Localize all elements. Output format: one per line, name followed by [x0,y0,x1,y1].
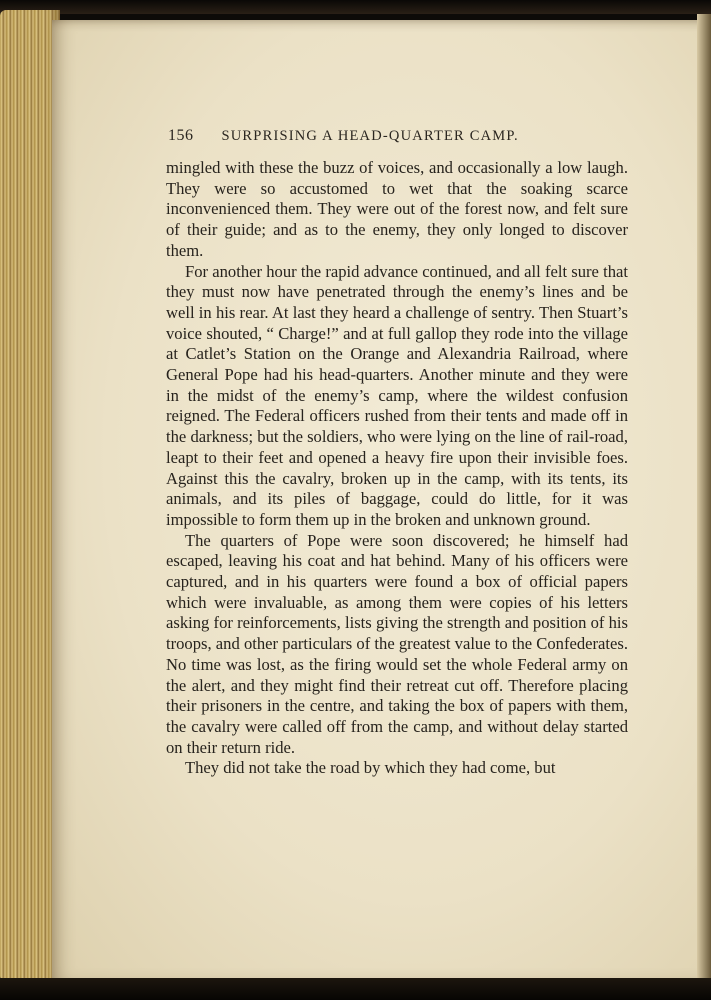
stacked-page-edges [0,10,60,982]
running-head [168,127,628,145]
scan-bottom-border [0,978,711,1000]
paragraph-3: The quarters of Pope were soon discovered; he himself had escaped, leaving his coat and hat behind. Many of his officers were captured, and in his quarters were found a box of official papers which were invaluable, as among them were copies of his letters asking for reinforcements, lists giving the strength and position of his troops, and other particulars of the greatest value to the Confederates. No time was lost, as the firing would set the whole Federal army on the alert, and they might find their retreat cut off. Therefore placing their prisoners in the centre, and taking the box of papers with them, the cavalry were called off from the camp, and without delay started on their return ride. [166,530,628,757]
scan-top-border [0,0,711,14]
body-text [166,158,628,779]
paragraph-4: They did not take the road by which they had come, but [185,758,556,778]
page-right-edge [697,14,711,980]
paragraph-2: For another hour the rapid advance continued, and all felt sure that they must now have penetrated through the enemy’s lines and be well in his rear. At last they heard a challenge of sentry. Then Stuart’s voice shouted, “ Charge!” and at full gallop they rode into the village at Catlet’s Station on the Orange and Alexandria Railroad, where General Pope had his head-quarters. Another minute and they were in the midst of the enemy’s camp, where the wildest confusion reigned. The Federal officers rushed from their tents and made off in the darkness; but the soldiers, who were lying on the line of rail-road, leapt to their feet and opened a heavy fire upon their invisible foes. Against this the cavalry, broken up in the camp, with its tents, its animals, and its piles of baggage, could do little, for it was impossible to form them up in the broken and unknown ground. [166,261,628,529]
paragraph-1: mingled with these the buzz of voices, and occasionally a low laugh. They were so accustomed to wet that the soaking scarce inconvenienced them. They were out of the forest now, and felt sure of their guide; and as to the enemy, they only longed to discover them. [166,158,628,260]
page-number: 156 [168,127,194,144]
running-title: SURPRISING A HEAD-QUARTER CAMP. [221,128,519,144]
